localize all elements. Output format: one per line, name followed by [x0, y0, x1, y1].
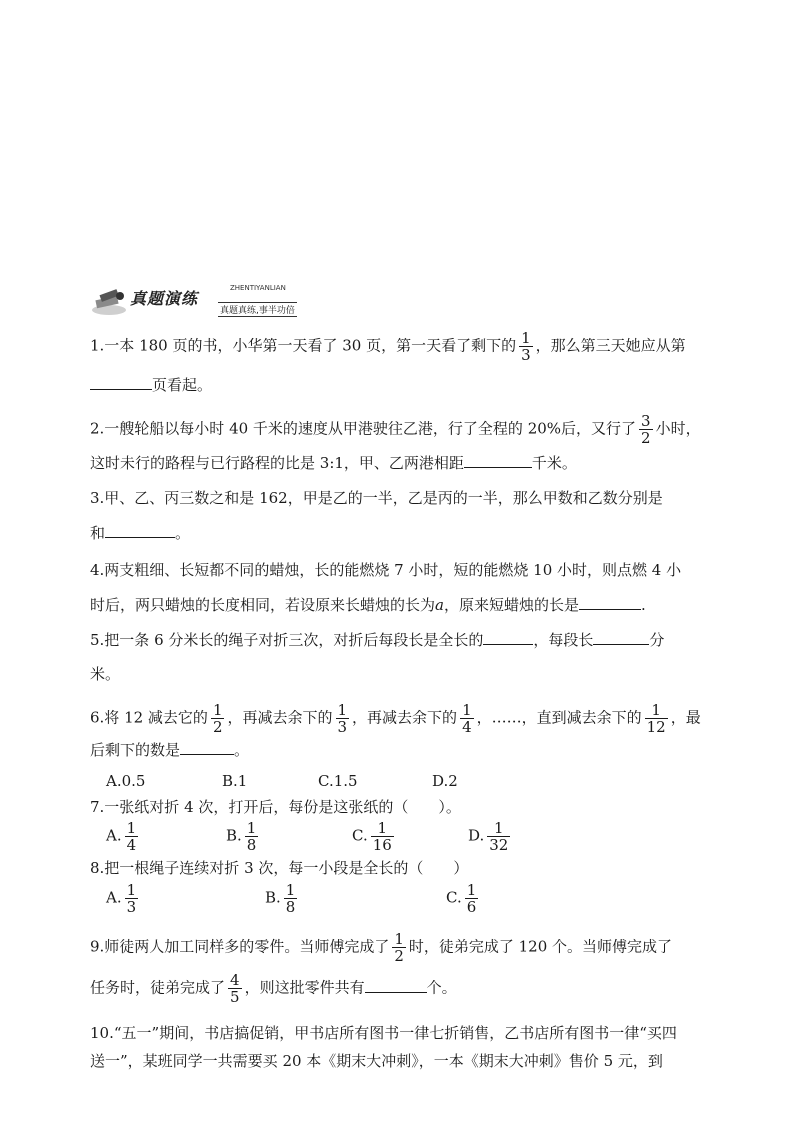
- question-2-line-1: [90, 413, 701, 446]
- q5-answer-blank-2[interactable]: [593, 630, 649, 645]
- question-1-line-2: [90, 375, 212, 395]
- q2-text-a: 2.一艘轮船以每小时 40 千米的速度从甲港驶往乙港，行了全程的 20%后，又行了: [90, 419, 637, 438]
- question-10-line-1: [90, 1023, 677, 1043]
- question-5-line-1: [90, 630, 664, 650]
- question-6-line-1: [90, 702, 701, 735]
- q6-option-b[interactable]: B.1: [222, 772, 248, 790]
- q4-answer-blank[interactable]: [579, 595, 641, 610]
- q5-text-b: ，每段长: [533, 631, 594, 649]
- question-10-line-2: [90, 1051, 663, 1071]
- q1-text-c: 页看起。: [152, 376, 213, 394]
- section-pinyin: ZHENTIYANLIAN: [230, 284, 286, 292]
- question-1-line-1: [90, 330, 686, 363]
- question-9-line-1: [90, 931, 672, 964]
- q8-option-c[interactable]: C. $\frac{1}{6}$: [446, 881, 477, 916]
- q7-option-b[interactable]: B. $\frac{1}{8}$: [226, 819, 257, 854]
- question-5-line-2: [90, 664, 120, 684]
- q1-text-b: ，那么第三天她应从第: [535, 336, 686, 355]
- q3-text-a: 3.甲、乙、丙三数之和是 162，甲是乙的一半，乙是丙的一半，那么甲数和乙数分别是: [90, 489, 663, 507]
- q9-text-e: 个。: [426, 978, 457, 997]
- q6-text-f: 后剩下的数是: [90, 741, 181, 759]
- q2-fraction: $\frac{3}{2}$: [641, 412, 651, 447]
- q9-text-a: 9.师徒两人加工同样多的零件。当师傅完成了: [90, 937, 390, 956]
- q3-text-b: 和: [90, 524, 106, 542]
- q9-fraction-2: $\frac{4}{5}$: [230, 971, 240, 1006]
- q5-text-d: 米。: [90, 665, 121, 683]
- q6-text-g: 。: [234, 741, 250, 759]
- q4-text-c: ，原来短蜡烛的长是: [443, 596, 579, 614]
- question-4-line-1: [90, 560, 681, 580]
- q4-text-a: 4.两支粗细、长短都不同的蜡烛，长的能燃烧 7 小时，短的能燃烧 10 小时，则点燃 4 小: [90, 561, 682, 579]
- question-9-line-2: [90, 972, 457, 1005]
- q6-answer-blank[interactable]: [180, 740, 234, 755]
- q2-text-b: 小时，: [655, 419, 701, 438]
- q6-text-e: ，最: [670, 708, 701, 727]
- q9-fraction-1: $\frac{1}{2}$: [394, 930, 404, 965]
- q5-answer-blank-1[interactable]: [483, 630, 533, 645]
- question-6-line-2: [90, 740, 249, 760]
- q8-text-a: 8.把一根绳子连续对折 3 次，每一小段是全长的（ ）: [90, 859, 469, 877]
- question-3-line-1: [90, 488, 663, 508]
- question-7-line-1: [90, 797, 461, 817]
- q7-text-a: 7.一张纸对折 4 次，打开后，每份是这张纸的（ ）。: [90, 798, 461, 816]
- q1-answer-blank[interactable]: [90, 375, 152, 390]
- q1-text-a: 1.一本 180 页的书，小华第一天看了 30 页，第一天看了剩下的: [90, 336, 517, 355]
- q6-option-d[interactable]: D.2: [432, 772, 458, 790]
- q4-text-d: .: [640, 596, 646, 614]
- q3-text-c: 。: [175, 524, 191, 542]
- q9-text-b: 时，徒弟完成了 120 个。当师傅完成了: [408, 937, 673, 956]
- q6-fraction-1: $\frac{1}{2}$: [212, 701, 223, 736]
- section-subtitle: 真题真练,事半功倍: [218, 302, 297, 317]
- q7-option-d[interactable]: D. $\frac{1}{32}$: [468, 819, 509, 854]
- q8-option-a[interactable]: A. $\frac{1}{3}$: [106, 881, 137, 916]
- q6-text-d: ，……，直到减去余下的: [476, 708, 642, 727]
- books-decoration-icon: [90, 288, 128, 316]
- q7-option-c[interactable]: C. $\frac{1}{16}$: [352, 819, 392, 854]
- q9-text-c: 任务时，徒弟完成了: [90, 978, 226, 997]
- q6-text-b: ，再减去余下的: [227, 708, 333, 727]
- q9-text-d: ，则这批零件共有: [244, 978, 365, 997]
- q7-option-a[interactable]: A. $\frac{1}{4}$: [106, 819, 137, 854]
- q2-text-d: 千米。: [531, 454, 577, 472]
- q6-fraction-2: $\frac{1}{3}$: [337, 701, 348, 736]
- q6-fraction-3: $\frac{1}{4}$: [462, 701, 472, 736]
- question-8-line-1: [90, 858, 468, 878]
- q4-text-b: 时后，两只蜡烛的长度相同，若设原来长蜡烛的长为: [90, 596, 436, 614]
- q6-fraction-4: $\frac{1}{12}$: [646, 701, 666, 736]
- question-4-line-2: [90, 595, 646, 615]
- q10-text-a: 10.“五一”期间，书店搞促销，甲书店所有图书一律七折销售，乙书店所有图书一律“买四: [90, 1024, 677, 1042]
- section-header: [90, 284, 310, 318]
- q8-option-b[interactable]: B. $\frac{1}{8}$: [265, 881, 296, 916]
- question-2-line-2: [90, 453, 577, 473]
- q9-answer-blank[interactable]: [365, 978, 427, 993]
- q6-text-c: ，再减去余下的: [352, 708, 458, 727]
- q2-answer-blank[interactable]: [464, 453, 532, 468]
- q6-option-c[interactable]: C.1.5: [318, 772, 358, 790]
- q10-text-b: 送一”，某班同学一共需要买 20 本《期末大冲刺》，一本《期末大冲刺》售价 5 元，到: [90, 1052, 663, 1070]
- section-title: 真题演练: [130, 289, 199, 308]
- q4-variable: a: [435, 596, 444, 614]
- q1-fraction: $\frac{1}{3}$: [521, 329, 531, 364]
- question-3-line-2: [90, 523, 190, 543]
- q2-text-c: 这时未行的路程与已行路程的比是 3:1，甲、乙两港相距: [90, 454, 464, 472]
- q6-text-a: 6.将 12 减去它的: [90, 708, 208, 727]
- q5-text-a: 5.把一条 6 分米长的绳子对折三次，对折后每段长是全长的: [90, 631, 484, 649]
- q5-text-c: 分: [649, 631, 665, 649]
- q6-option-a[interactable]: A.0.5: [106, 772, 146, 790]
- q3-answer-blank[interactable]: [105, 523, 175, 538]
